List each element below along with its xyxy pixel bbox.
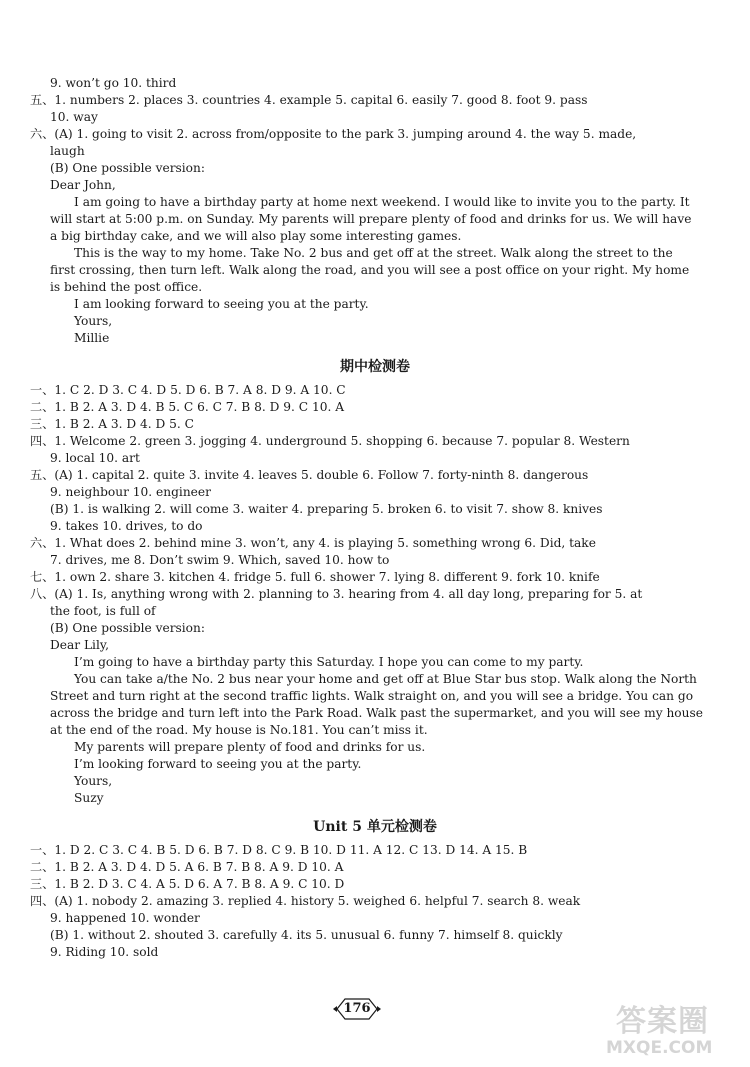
answer-line: 一、1. C 2. D 3. C 4. D 5. D 6. B 7. A 8. D 9. A 10. C xyxy=(30,383,346,397)
answer-line: (B) 1. is walking 2. will come 3. waiter 4. preparing 5. broken 6. to visit 7. show 8. knives xyxy=(50,502,603,516)
answer-line: 一、1. D 2. C 3. C 4. B 5. D 6. B 7. D 8. C 9. B 10. D 11. A 12. C 13. D 14. A 15. B xyxy=(30,843,528,857)
answer-line: 9. neighbour 10. engineer xyxy=(50,485,211,499)
section-heading-unit5: Unit 5 单元检测卷 xyxy=(313,819,437,835)
answer-line: 四、1. Welcome 2. green 3. jogging 4. underground 5. shopping 6. because 7. popular 8. Western xyxy=(30,434,630,448)
answer-line: 二、1. B 2. A 3. D 4. D 5. A 6. B 7. B 8. A 9. D 10. A xyxy=(30,860,344,874)
answer-line: 9. won’t go 10. third xyxy=(50,76,177,90)
letter-line: across the bridge and turn left into the Park Road. Walk past the supermarket, and you will see my house xyxy=(50,706,703,720)
answer-line: 六、1. What does 2. behind mine 3. won’t, any 4. is playing 5. something wrong 6. Did, take xyxy=(30,536,596,550)
answer-line: 五、(A) 1. capital 2. quite 3. invite 4. leaves 5. double 6. Follow 7. forty-ninth 8. dangerous xyxy=(30,468,589,482)
letter-line: Street and turn right at the second traffic lights. Walk straight on, and you will see a bridge. You can go xyxy=(50,689,694,703)
letter-salutation: Dear Lily, xyxy=(50,638,109,652)
answer-line: 9. happened 10. wonder xyxy=(50,911,200,925)
answer-line: 7. drives, me 8. Don’t swim 9. Which, saved 10. how to xyxy=(50,553,390,567)
answer-line: 八、(A) 1. Is, anything wrong with 2. planning to 3. hearing from 4. all day long, preparing for 5. at xyxy=(30,587,643,601)
letter-line: I’m going to have a birthday party this Saturday. I hope you can come to my party. xyxy=(74,655,584,669)
answer-line: 三、1. B 2. A 3. D 4. D 5. C xyxy=(30,417,195,431)
letter-closing: Yours, xyxy=(74,314,113,328)
answer-line: 9. local 10. art xyxy=(50,451,140,465)
letter-signature: Suzy xyxy=(74,791,104,805)
answer-line: 10. way xyxy=(50,110,98,124)
letter-line: is behind the post office. xyxy=(50,280,203,294)
answer-line: 三、1. B 2. D 3. C 4. A 5. D 6. A 7. B 8. A 9. C 10. D xyxy=(30,877,345,891)
letter-line: a big birthday cake, and we will also play some interesting games. xyxy=(50,229,462,243)
answer-line: (B) One possible version: xyxy=(50,161,205,175)
letter-line: at the end of the road. My house is No.181. You can’t miss it. xyxy=(50,723,428,737)
letter-salutation: Dear John, xyxy=(50,178,116,192)
letter-line: first crossing, then turn left. Walk along the road, and you will see a post office on your right. My home xyxy=(50,263,690,277)
letter-line: This is the way to my home. Take No. 2 bus and get off at the street. Walk along the street to the xyxy=(74,246,673,260)
answer-line: 五、1. numbers 2. places 3. countries 4. example 5. capital 6. easily 7. good 8. foot 9. pass xyxy=(30,93,588,107)
letter-line: I am going to have a birthday party at home next weekend. I would like to invite you to the party. It xyxy=(74,195,690,209)
answer-line: 9. Riding 10. sold xyxy=(50,945,159,959)
answer-line: 9. takes 10. drives, to do xyxy=(50,519,203,533)
watermark xyxy=(606,1006,746,1062)
watermark-logo: 答案圈 xyxy=(616,1004,709,1039)
answer-line: 四、(A) 1. nobody 2. amazing 3. replied 4. history 5. weighed 6. helpful 7. search 8. weak xyxy=(30,894,581,908)
letter-line: My parents will prepare plenty of food and drinks for us. xyxy=(74,740,426,754)
letter-signature: Millie xyxy=(74,331,110,345)
answer-line: the foot, is full of xyxy=(50,604,156,618)
letter-closing: Yours, xyxy=(74,774,113,788)
letter-line: You can take a/the No. 2 bus near your home and get off at Blue Star bus stop. Walk along the North xyxy=(74,672,697,686)
answer-line: 七、1. own 2. share 3. kitchen 4. fridge 5. full 6. shower 7. lying 8. different 9. fork 10. knife xyxy=(30,570,600,584)
letter-line: I’m looking forward to seeing you at the party. xyxy=(74,757,362,771)
section-heading-midterm: 期中检测卷 xyxy=(340,359,410,375)
answer-line: (B) 1. without 2. shouted 3. carefully 4. its 5. unusual 6. funny 7. himself 8. quickly xyxy=(50,928,563,942)
watermark-site: MXQE.COM xyxy=(606,1038,713,1058)
answer-line: laugh xyxy=(50,144,85,158)
letter-line: will start at 5:00 p.m. on Sunday. My parents will prepare plenty of food and drinks for us. We will have xyxy=(50,212,692,226)
answer-line: 六、(A) 1. going to visit 2. across from/opposite to the park 3. jumping around 4. the way 5. made, xyxy=(30,127,637,141)
page-number-badge xyxy=(333,996,381,1022)
letter-line: I am looking forward to seeing you at the party. xyxy=(74,297,369,311)
answer-line: 二、1. B 2. A 3. D 4. B 5. C 6. C 7. B 8. D 9. C 10. A xyxy=(30,400,345,414)
page-number: 176 xyxy=(343,1001,371,1016)
answer-line: (B) One possible version: xyxy=(50,621,205,635)
